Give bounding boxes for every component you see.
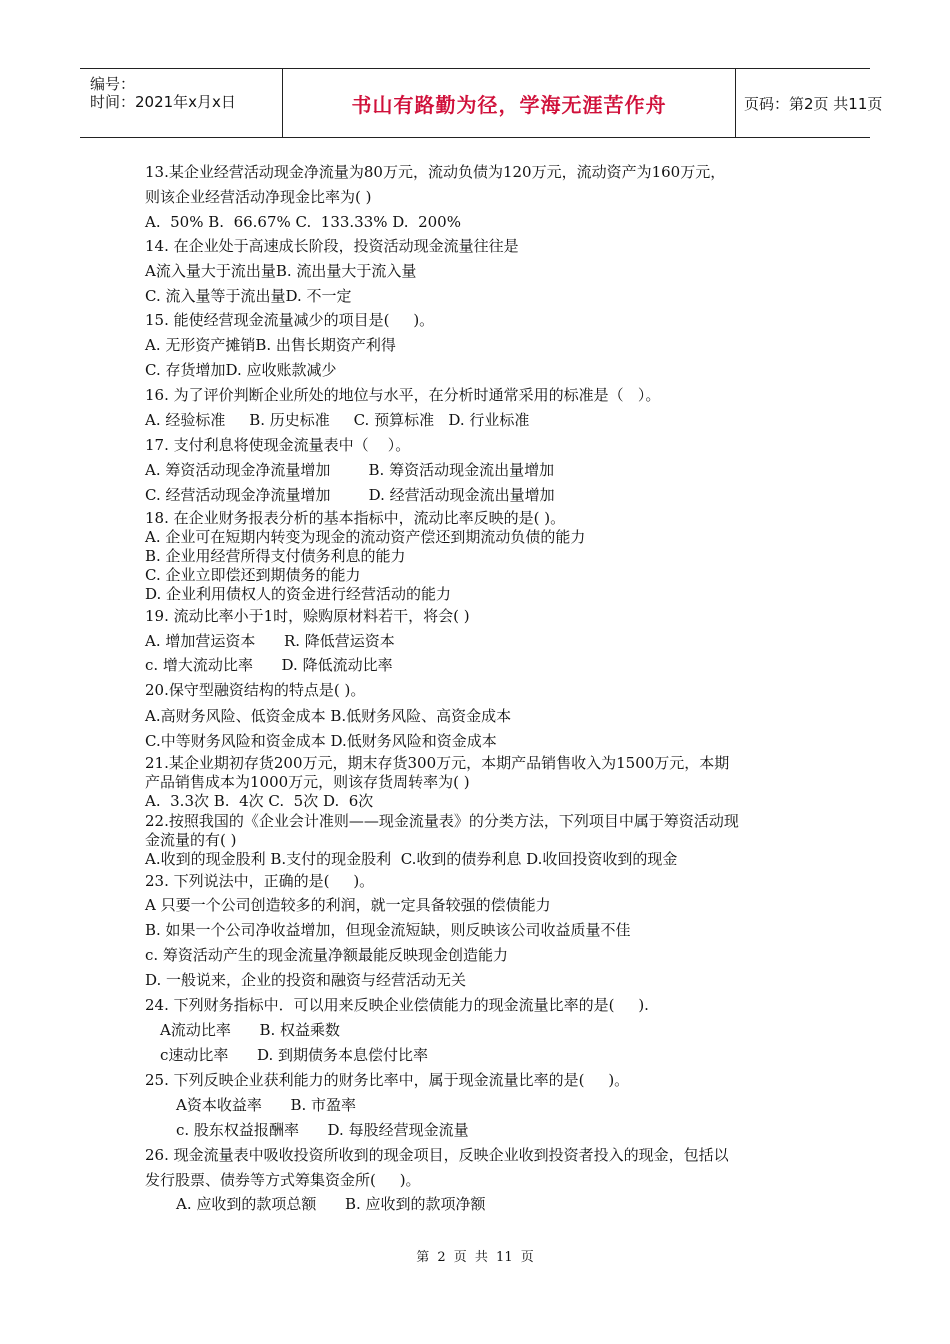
page-footer: 第 2 页 共 11 页 — [416, 1250, 534, 1265]
text-line: D. 企业利用债权人的资金进行经营活动的能力 — [145, 585, 452, 603]
text-line: C. 经营活动现金净流量增加 D. 经营活动现金流出量增加 — [145, 486, 555, 504]
text-line: A流入量大于流出量B. 流出量大于流入量 — [145, 262, 417, 280]
text-line: c速动比率 D. 到期债务本息偿付比率 — [160, 1046, 429, 1064]
text-line: 14. 在企业处于高速成长阶段，投资活动现金流量往往是 — [145, 237, 519, 255]
text-line: 19. 流动比率小于1时，赊购原材料若干，将会( ) — [145, 607, 470, 625]
motto: 书山有路勤为径，学海无涯苦作舟 — [351, 92, 667, 117]
text-line: 产品销售成本为1000万元，则该存货周转率为( ) — [145, 773, 470, 791]
header-motto-cell — [282, 69, 736, 137]
text-line: A. 筹资活动现金净流量增加 B. 筹资活动现金流出量增加 — [145, 461, 555, 479]
header-meta — [80, 69, 280, 137]
text-line: A.收到的现金股利 B.支付的现金股利 C.收到的债券利息 D.收回投资收到的现金 — [145, 850, 678, 868]
text-line: 25. 下列反映企业获利能力的财务比率中，属于现金流量比率的是( )。 — [145, 1071, 630, 1089]
text-line: 18. 在企业财务报表分析的基本指标中，流动比率反映的是( )。 — [145, 509, 566, 527]
text-line: C. 流入量等于流出量D. 不一定 — [145, 287, 352, 305]
text-line: A流动比率 B. 权益乘数 — [160, 1021, 341, 1039]
page-header — [80, 68, 883, 138]
text-line: 17. 支付利息将使现金流量表中（ ）。 — [145, 436, 411, 454]
time-label: 时间：2021年x月x日 — [90, 93, 236, 111]
header-page-cell — [736, 69, 883, 137]
text-line: C. 企业立即偿还到期债务的能力 — [145, 566, 361, 584]
number-label: 编号： — [90, 75, 136, 93]
text-line: c. 增大流动比率 D. 降低流动比率 — [145, 656, 393, 674]
page-info: 页码：第2页 共11页 — [744, 94, 883, 113]
text-line: A 只要一个公司创造较多的利润，就一定具备较强的偿债能力 — [145, 896, 551, 914]
text-line: A. 50% B. 66.67% C. 133.33% D. 200% — [145, 213, 461, 231]
text-line: 发行股票、债券等方式筹集资金所( )。 — [145, 1171, 421, 1189]
text-line: 21.某企业期初存货200万元，期末存货300万元，本期产品销售收入为1500万元，本期 — [145, 754, 730, 772]
text-line: A资本收益率 B. 市盈率 — [176, 1096, 357, 1114]
text-line: 26. 现金流量表中吸收投资所收到的现金项目，反映企业收到投资者投入的现金，包括以 — [145, 1146, 729, 1164]
text-line: 金流量的有( ) — [145, 831, 237, 849]
text-line: c. 筹资活动产生的现金流量净额最能反映现金创造能力 — [145, 946, 508, 964]
text-line: A. 企业可在短期内转变为现金的流动资产偿还到期流动负债的能力 — [145, 528, 586, 546]
text-line: A. 应收到的款项总额 B. 应收到的款项净额 — [176, 1195, 486, 1213]
text-line: c. 股东权益报酬率 D. 每股经营现金流量 — [176, 1121, 469, 1139]
text-line: D. 一般说来，企业的投资和融资与经营活动无关 — [145, 971, 467, 989]
text-line: 则该企业经营活动净现金比率为( ) — [145, 188, 372, 206]
text-line: C. 存货增加D. 应收账款减少 — [145, 361, 337, 379]
text-line: 24. 下列财务指标中．可以用来反映企业偿债能力的现金流量比率的是( ). — [145, 996, 649, 1014]
text-line: 16. 为了评价判断企业所处的地位与水平，在分析时通常采用的标准是（ ）。 — [145, 386, 661, 404]
text-line: A. 增加营运资本 R. 降低营运资本 — [145, 632, 395, 650]
text-line: 13.某企业经营活动现金净流量为80万元，流动负债为120万元，流动资产为160万元， — [145, 163, 726, 181]
text-line: A. 经验标准 B. 历史标准 C. 预算标准 D. 行业标准 — [145, 411, 530, 429]
text-line: 15. 能使经营现金流量减少的项目是( )。 — [145, 311, 435, 329]
text-line: C.中等财务风险和资金成本 D.低财务风险和资金成本 — [145, 732, 497, 750]
text-line: A. 无形资产摊销B. 出售长期资产利得 — [145, 336, 396, 354]
text-line: 20.保守型融资结构的特点是( )。 — [145, 681, 366, 699]
text-line: 23. 下列说法中，正确的是( )。 — [145, 872, 375, 890]
text-line: A. 3.3次 B. 4次 C. 5次 D. 6次 — [145, 792, 374, 810]
text-line: B. 如果一个公司净收益增加，但现金流短缺，则反映该公司收益质量不佳 — [145, 921, 631, 939]
text-line: A.高财务风险、低资金成本 B.低财务风险、高资金成本 — [145, 707, 512, 725]
text-line: 22.按照我国的《企业会计准则——现金流量表》的分类方法，下列项目中属于筹资活动现 — [145, 812, 739, 830]
text-line: B. 企业用经营所得支付债务利息的能力 — [145, 547, 406, 565]
